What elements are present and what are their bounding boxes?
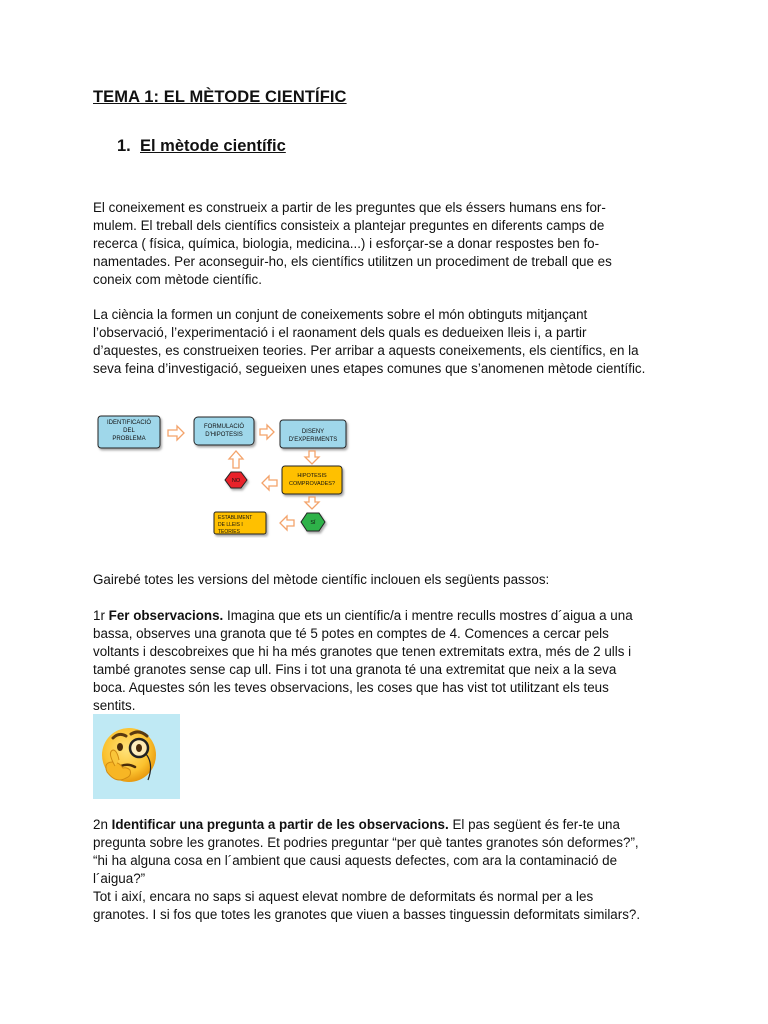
diagram-label: DE LLEIS I	[218, 522, 243, 528]
text-line: bassa, observes una granota que té 5 potes en comptes de 4. Comences a cercar pels	[93, 625, 609, 641]
text-line: l´aigua?”	[93, 870, 146, 886]
science-paragraph	[93, 306, 678, 378]
arrow-left-icon	[280, 516, 294, 530]
no-hexagon	[225, 472, 247, 488]
step-number: 2n	[93, 817, 112, 832]
identify-problem-box	[98, 416, 160, 448]
text-line: La ciència la formen un conjunt de coneixements sobre el món obtinguts mitjançant	[93, 307, 588, 322]
diagram-label: DEL	[123, 428, 135, 434]
steps-intro: Gairebé totes les versions del mètode científic inclouen els següents passos:	[93, 572, 550, 587]
section-title: El mètode científic	[140, 137, 286, 155]
text-line: d’aquestes, es construeixen teories. Per arribar a aquests coneixements, els científics, en la	[93, 342, 639, 358]
step-number: 1r	[93, 608, 109, 623]
yes-hexagon	[301, 513, 325, 531]
scientific-method-diagram	[96, 408, 356, 538]
text-line: mulem. El treball dels científics consisteix a plantejar preguntes en diferents camps de	[93, 217, 605, 233]
intro-paragraph	[93, 199, 678, 289]
text-line: El coneixement es construeix a partir de les preguntes que els éssers humans ens for-	[93, 200, 606, 215]
diagram-label: ESTABLIMENT	[218, 515, 253, 521]
text-line: coneix com mètode científic.	[93, 271, 262, 287]
arrow-down-icon	[305, 497, 319, 509]
diagram-label: IDENTIFICACIÓ	[106, 420, 152, 426]
experiment-design-box	[280, 420, 346, 448]
diagram-label: HIPOTESIS	[297, 473, 327, 479]
text-line	[93, 816, 678, 834]
diagram-label: TEORIES	[218, 529, 240, 535]
text-line: voltants i descobreixes que hi ha més granotes que tenen extremitats extra, més de 2 ulls i	[93, 643, 632, 659]
diagram-label: DISENY	[301, 429, 325, 435]
text-line: pregunta sobre les granotes. Et podries preguntar “per què tantes granotes són deformes?”,	[93, 834, 639, 850]
step-text: Imagina que ets un científic/a i mentre reculls mostres d´aigua a una	[223, 608, 633, 623]
diagram-label: PROBLEMA	[112, 436, 146, 442]
text-line: també granotes sense cap ull. Fins i tot una granota té una extremitat que neix a la seva	[93, 661, 617, 677]
diagram-label: FORMULACIÓ	[203, 424, 245, 430]
step-1-paragraph	[93, 607, 678, 714]
arrow-down-icon	[305, 451, 319, 464]
text-line: “hi ha alguna cosa en l´ambient que causi aquests defectes, com ara la contaminació de	[93, 852, 618, 868]
diagram-label: NO	[231, 478, 241, 484]
text-line: Tot i així, encara no saps si aquest elevat nombre de deformitats és normal per a les	[93, 888, 594, 904]
thinking-face-with-monocle-icon	[93, 714, 180, 799]
arrow-up-icon	[229, 451, 243, 468]
text-line: l’observació, l’experimentació i el raonament dels quals es dedueixen lleis i, a partir	[93, 324, 587, 340]
text-line: sentits.	[93, 697, 136, 713]
page-title: TEMA 1: EL MÈTODE CIENTÍFIC	[93, 88, 347, 106]
arrow-right-icon	[260, 425, 274, 439]
step-heading: Identificar una pregunta a partir de les observacions.	[111, 817, 449, 832]
text-line	[93, 607, 678, 625]
hypothesis-box	[194, 417, 254, 445]
text-line: boca. Aquestes són les teves observacions, les coses que has vist tot utilitzant els teus	[93, 679, 609, 695]
text-line: recerca ( física, química, biologia, medicina...) i esforçar-se a donar respostes ben fo-	[93, 235, 600, 251]
section-number: 1.	[117, 137, 131, 155]
arrow-right-icon	[168, 426, 184, 440]
diagram-label: COMPROVADES?	[288, 481, 336, 487]
diagram-label: D'EXPERIMENTS	[288, 437, 338, 443]
text-line: seva feina d’investigació, segueixen unes etapes comunes que s’anomenen mètode científic.	[93, 360, 646, 376]
text-line: namentades. Per aconseguir-ho, els científics utilitzen un procediment de treball que es	[93, 253, 612, 269]
step-text: El pas següent és fer-te una	[448, 817, 620, 832]
text-line: granotes. I si fos que totes les granotes que viuen a basses tinguessin deformitats similars?.	[93, 906, 641, 922]
diagram-label: D'HIPOTESIS	[205, 432, 243, 438]
step-heading: Fer observacions.	[108, 608, 224, 623]
arrow-left-icon	[262, 476, 277, 490]
diagram-label: SÍ	[310, 520, 316, 526]
hypothesis-tested-box	[282, 466, 342, 494]
section-heading	[117, 137, 286, 156]
step-2-paragraph	[93, 816, 678, 923]
emoji-image	[93, 714, 180, 799]
laws-theories-box	[214, 512, 266, 535]
